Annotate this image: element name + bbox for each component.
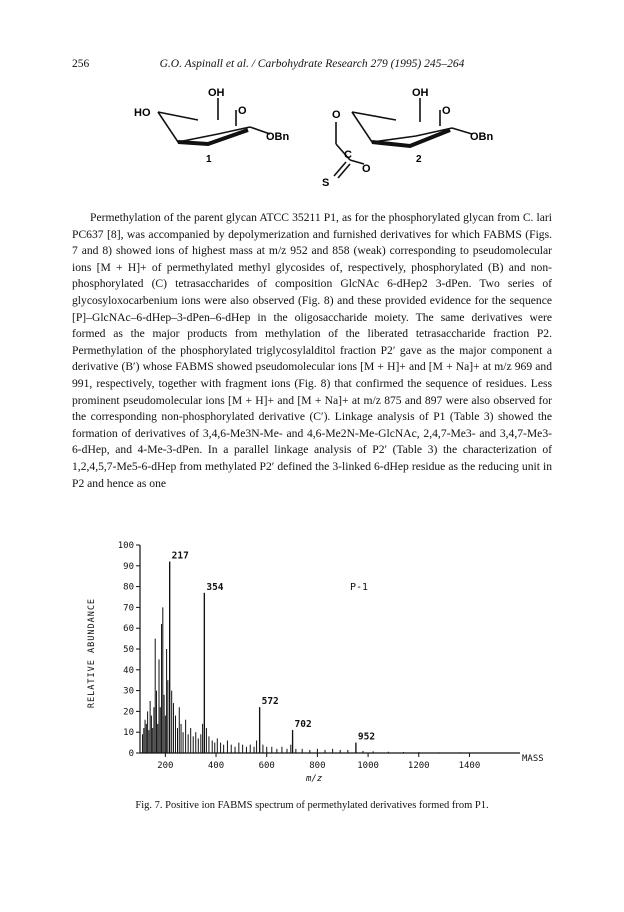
- s1-obn: OBn: [266, 131, 290, 143]
- s1-ring-o: O: [238, 105, 247, 117]
- body-text: [72, 210, 552, 492]
- y-tick-label: 30: [123, 686, 134, 697]
- x-tick-label: 1000: [357, 761, 379, 771]
- s2-o-bottom: O: [362, 163, 371, 175]
- running-title: G.O. Aspinall et al. / Carbohydrate Research 279 (1995) 245–264: [159, 58, 465, 70]
- peak-label: 354: [206, 581, 224, 593]
- spectrum-peak-labels: [170, 551, 375, 753]
- x-axis-label: m/z: [306, 774, 323, 784]
- y-tick-label: 90: [123, 561, 134, 572]
- y-tick-label: 20: [123, 707, 134, 718]
- s2-number: 2: [416, 154, 422, 165]
- y-tick-label: 40: [123, 665, 134, 676]
- y-tick-label: 50: [123, 645, 134, 655]
- x-tick-label: 400: [207, 761, 225, 771]
- chemical-structures: [0, 82, 624, 202]
- s2-ring-o: O: [442, 105, 451, 117]
- structure-1: [158, 98, 270, 144]
- y-tick-label: 10: [123, 728, 134, 739]
- y-tick-label: 100: [117, 541, 134, 551]
- s2-obn: OBn: [470, 131, 494, 143]
- x-tick-label: 200: [157, 761, 174, 771]
- x-tick-label: 800: [309, 761, 326, 771]
- s1-ho: HO: [134, 107, 151, 119]
- peak-label: 952: [357, 731, 376, 743]
- s2-c: C: [344, 149, 352, 161]
- s1-number: 1: [206, 154, 212, 165]
- peak-label: 572: [261, 696, 279, 708]
- spectrum-axes: [140, 545, 520, 753]
- x-tick-label: 600: [258, 761, 275, 771]
- structure-2: [334, 98, 472, 178]
- peak-label: 217: [171, 550, 189, 562]
- s2-s: S: [322, 177, 330, 189]
- paragraph: Permethylation of the parent glycan ATCC 35211 P1, as for the phosphorylated glycan from C. lari PC637 [8], was accompanied by depolymerization and furnished derivatives for which FABMS (Figs. 7 and 8) showed ions of highest mass at m/z 952 and 858 (weak) corresponding to pseudomolecular ions [M + H]+ of permethylated methyl glycosides of, respectively, phosphorylated (B) and non-phosphorylated (C) tetrasaccharides of composition GlcNAc 6-dHep2 3-dPen. Two series of glycosyloxocarbenium ions were also observed (Fig. 8) and these provided evidence for the sequence [P]–GlcNAc–6-dHep–3-dPen–6-dHep in the oligosaccharide moiety. The same derivatives were formed as the major products from methylation of the liberated tetrasaccharide fraction P2. Permethylation of the phosphorylated triglycosylalditol fraction P2′ gave as the major component a derivative (B′) whose FABMS showed pseudomolecular ions [M + H]+ and [M + Na]+ at m/z 969 and 991, respectively, together with fragment ions (Fig. 8) that confirmed the sequence of residues. Less prominent pseudomolecular ions [M + H]+ and [M + Na]+ at m/z 875 and 897 were also observed for the corresponding non-phosphorylated derivative (C′). Linkage analysis of P1 (Table 3) showed the formation of derivatives of 3,4,6-Me3N-Me- and 4,6-Me2N-Me-GlcNAc, 2,4,7-Me3- and 3,4,7-Me3-6-dHep, and 4-Me-3-dPen. In a parallel linkage analysis of P2′ (Table 3) the characterization of 1,2,4,5,7-Me5-6-dHep from methylated P2′ defined the 3-linked 6-dHep residue as the reducing unit in P2 and hence as one: [72, 211, 552, 490]
- peak-label: 702: [294, 719, 312, 731]
- x-tick-label: 1200: [407, 761, 430, 771]
- y-tick-label: 80: [123, 582, 134, 593]
- x-axis-mass-label: MASS: [522, 754, 544, 764]
- page-number: 256: [72, 58, 90, 70]
- y-tick-label: 0: [128, 749, 134, 759]
- s2-o-left: O: [332, 109, 341, 121]
- figure-caption: Fig. 7. Positive ion FABMS spectrum of permethylated derivatives formed from P1.: [135, 800, 489, 811]
- y-axis-label: RELATIVE ABUNDANCE: [87, 597, 97, 709]
- chart-title: P-1: [350, 582, 369, 593]
- y-tick-label: 70: [123, 603, 134, 614]
- s1-oh: OH: [208, 87, 225, 99]
- x-tick-label: 1400: [458, 761, 481, 771]
- fabms-spectrum: [70, 535, 560, 785]
- y-tick-label: 60: [123, 624, 134, 635]
- s2-oh: OH: [412, 87, 429, 99]
